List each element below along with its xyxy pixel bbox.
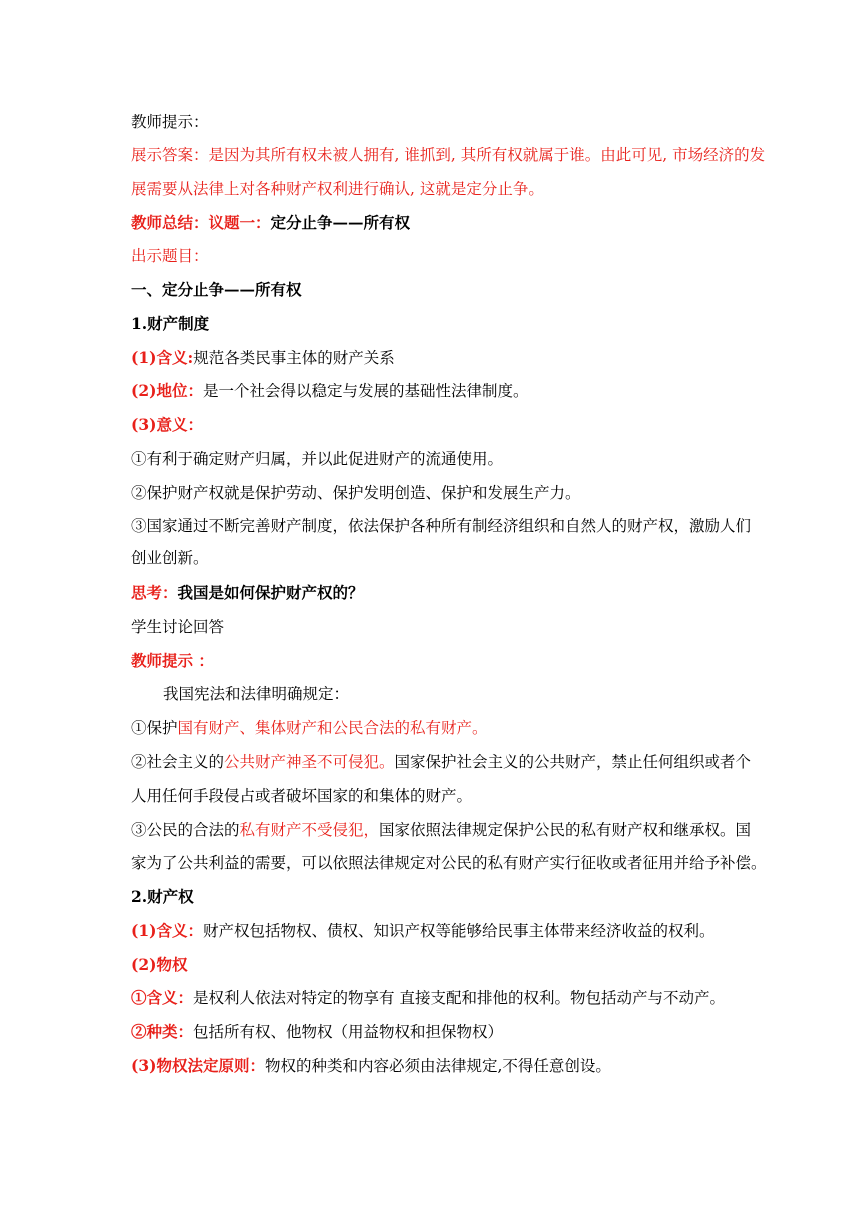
protect-item-3-highlight: 私有财产不受侵犯， (239, 821, 380, 839)
statutory-principle-text: 物权的种类和内容必须由法律规定,不得任意创设。 (264, 1057, 611, 1075)
statutory-principle-label: (3)物权法定原则： (131, 1056, 265, 1075)
protect-item-2-rest: 国家保护社会主义的公共财产，禁止任何组织或者个 (394, 753, 752, 771)
summary-topic: 定分止争——所有权 (270, 213, 411, 232)
student-discussion: 学生讨论回答 (131, 618, 225, 636)
significance-item-3-line-2: 创业创新。 (131, 549, 209, 567)
teacher-summary (131, 213, 831, 233)
meaning-label: (1)含义: (131, 348, 194, 367)
think-line (131, 583, 831, 603)
real-right-types-label: ②种类： (131, 1022, 194, 1041)
protect-item-1 (131, 718, 831, 738)
significance-item-2: ②保护财产权就是保护劳动、保护发明创造、保护和发展生产力。 (131, 484, 581, 502)
protect-item-3-line-1 (131, 820, 831, 840)
meaning-line (131, 348, 831, 368)
section-heading-1: 一、定分止争——所有权 (131, 280, 302, 299)
status-text: 是一个社会得以稳定与发展的基础性法律制度。 (202, 382, 529, 400)
subheading-property-system: 1.财产制度 (131, 314, 210, 333)
answer-line-2: 展需要从法律上对各种财产权利进行确认, 这就是定分止争。 (131, 180, 544, 198)
significance-label: (3)意义： (131, 415, 203, 434)
status-label: (2)地位： (131, 381, 203, 400)
protect-item-2-highlight: 公共财产神圣不可侵犯。 (224, 753, 395, 771)
protect-item-3-prefix: ③公民的合法的 (131, 821, 240, 839)
real-right-types (131, 1022, 831, 1042)
subheading-property-right: 2.财产权 (131, 887, 194, 906)
real-right-types-text: 包括所有权、他物权（用益物权和担保物权） (193, 1023, 504, 1041)
property-right-meaning-label: (1)含义： (131, 921, 203, 940)
significance-item-3-line-1: ③国家通过不断完善财产制度，依法保护各种所有制经济组织和自然人的财产权，激励人们 (131, 517, 752, 535)
teacher-hint-label-2: 教师提示 ： (131, 651, 214, 670)
property-right-meaning (131, 921, 831, 941)
teacher-hint-label: 教师提示： (131, 113, 209, 131)
status-line (131, 381, 831, 401)
protect-item-2-prefix: ②社会主义的 (131, 753, 225, 771)
protect-item-1-highlight: 国有财产、集体财产和公民合法的私有财产。 (177, 719, 488, 737)
real-right-heading: (2)物权 (131, 955, 188, 974)
statutory-principle (131, 1056, 831, 1076)
property-right-meaning-text: 财产权包括物权、债权、知识产权等能够给民事主体带来经济收益的权利。 (202, 922, 715, 940)
protect-item-2-line-1 (131, 752, 831, 772)
real-right-meaning (131, 988, 831, 1008)
protect-item-3-rest: 国家依照法律规定保护公民的私有财产权和继承权。国 (379, 821, 752, 839)
real-right-meaning-label: ①含义： (131, 988, 194, 1007)
show-question-label: 出示题目： (131, 247, 209, 265)
protect-item-2-line-2: 人用任何手段侵占或者破坏国家的和集体的财产。 (131, 787, 473, 805)
constitution-intro: 我国宪法和法律明确规定： (163, 685, 350, 703)
think-label: 思考： (131, 583, 178, 602)
meaning-text: 规范各类民事主体的财产关系 (193, 349, 395, 367)
summary-label: 教师总结：议题一： (131, 213, 271, 232)
answer-line-1: 展示答案：是因为其所有权未被人拥有, 谁抓到, 其所有权就属于谁。由此可见, 市场经济的发 (131, 146, 766, 164)
significance-item-1: ①有利于确定财产归属，并以此促进财产的流通使用。 (131, 450, 504, 468)
real-right-meaning-text: 是权利人依法对特定的物享有 直接支配和排他的权利。物包括动产与不动产。 (193, 989, 725, 1007)
protect-item-3-line-2: 家为了公共利益的需要，可以依照法律规定对公民的私有财产实行征收或者征用并给予补偿。 (131, 854, 767, 872)
think-question: 我国是如何保护财产权的？ (177, 583, 364, 602)
protect-item-1-prefix: ①保护 (131, 719, 178, 737)
